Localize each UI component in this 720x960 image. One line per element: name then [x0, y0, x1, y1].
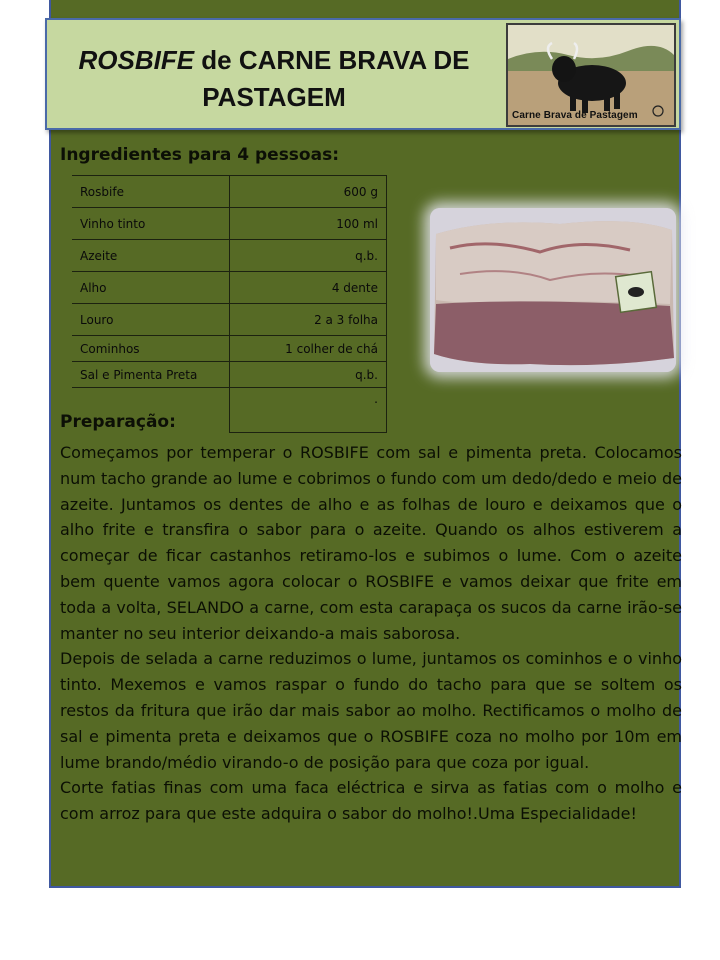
title-italic: ROSBIFE — [78, 45, 195, 75]
ingredients-heading — [60, 145, 339, 165]
ingredient-name: Louro — [72, 304, 230, 336]
roast-beef-photo — [430, 208, 676, 372]
ingredient-name: Vinho tinto — [72, 208, 230, 240]
ingredients-table — [72, 175, 387, 433]
roast-beef-icon — [430, 208, 676, 372]
table-row — [72, 176, 387, 208]
bull-logo-image — [506, 23, 676, 127]
preparation-paragraph: Corte fatias finas com uma faca eléctrica e sirva as fatias com o molho e com arroz para que este adquira o sabor do molho!.Uma Especialidade! — [60, 778, 682, 824]
logo-caption: Carne Brava de Pastagem — [512, 110, 638, 121]
ingredients-heading-colon: : — [332, 145, 340, 165]
preparation-paragraph: Depois de selada a carne reduzimos o lume, juntamos os cominhos e o vinho tinto. Mexemos e vamos raspar o fundo do tacho para que se soltem os restos da fritura que irão dar mais sabor ao molho. Rectificamos o molho de sal e pimenta preta e deixamos que o ROSBIFE coza no molho por 10m em lume brando/médio virando-o de posição para que coza por igual. — [60, 649, 682, 772]
ingredient-name: Cominhos — [72, 336, 230, 362]
table-row — [72, 304, 387, 336]
table-row — [72, 272, 387, 304]
preparation-paragraph: Começamos por temperar o ROSBIFE com sal e pimenta preta. Colocamos num tacho grande ao lume e cobrimos o fundo com um dedo/dedo e meio de azeite. Juntamos os dentes de alho e as folhas de louro e deixamos que o alho frite e transfira o sabor para o azeite. Quando os alhos estiverem a começar de ficar castanhos retiramo-los e subimos o lume. Com o azeite bem quente vamos agora colocar o ROSBIFE e vamos deixar que frite em toda a volta, SELANDO a carne, com esta carapaça os sucos da carne irão-se manter no seu interior deixando-a mais saborosa. — [60, 443, 682, 643]
ingredient-name: Sal e Pimenta Preta — [72, 362, 230, 388]
ingredient-qty: 100 ml — [230, 208, 387, 240]
ingredient-qty: 1 colher de chá — [230, 336, 387, 362]
ingredient-qty: 2 a 3 folha — [230, 304, 387, 336]
title-banner — [45, 18, 681, 130]
ingredient-qty: q.b. — [230, 240, 387, 272]
ingredient-qty: . — [230, 388, 387, 433]
table-row — [72, 336, 387, 362]
table-row — [72, 208, 387, 240]
title-rest: de CARNE BRAVA DE PASTAGEM — [194, 45, 470, 112]
ingredients-heading-text: Ingredientes para 4 pessoas — [60, 145, 333, 165]
preparation-heading: Preparação: — [60, 412, 176, 432]
ingredient-qty: q.b. — [230, 362, 387, 388]
table-row — [72, 240, 387, 272]
ingredient-name: Alho — [72, 272, 230, 304]
page-title — [59, 42, 489, 116]
ingredient-qty: 4 dente — [230, 272, 387, 304]
ingredient-name: Azeite — [72, 240, 230, 272]
preparation-text — [60, 440, 682, 827]
table-row — [72, 362, 387, 388]
ingredient-name: Rosbife — [72, 176, 230, 208]
ingredient-qty: 600 g — [230, 176, 387, 208]
